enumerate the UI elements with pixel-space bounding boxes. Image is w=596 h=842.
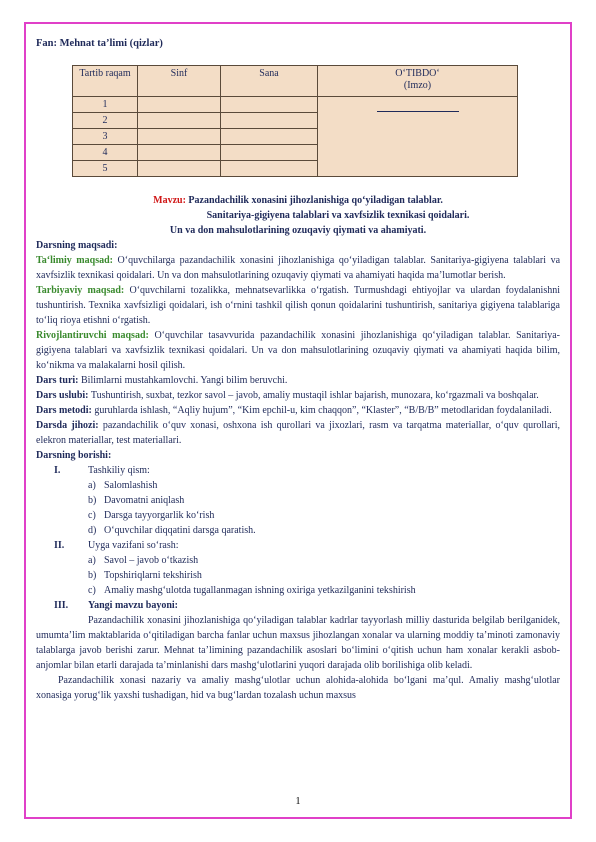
list-item: c) Darsga tayyorgarlik ko‘rish (88, 510, 215, 521)
header-otibdo-label: O‘TIBDO‘ (395, 68, 440, 79)
list-item: a) Salomlashish (88, 480, 158, 491)
procedure-list (36, 463, 560, 613)
lesson-equipment-label: Darsda jihozi: (36, 420, 99, 431)
paragraph-1: Pazandachilik xonasini jihozlanishiga qo‘yiladigan talablar kadrlar tayyorlash milliy dasturida belgilab berilganidek, umumta’lim maktablarida o‘qitiladigan barcha fanlar uchun maxsus jihozlangan xonalar va ularning moddiy ta’minoti zamonaviy talablarga javob berishi zarur. Mehnat ta’limining pazandachilik asoslari bo‘limini o‘qitish uchun ham xonalar kerakli asbob-anjomlar bilan etarli darajada ta’minlanishi dars mashg‘ulotlarini yuqori darajada olib borilishiga olib keladi. (36, 615, 560, 671)
lesson-style-label: Dars uslubi: (36, 390, 89, 401)
procedure-heading: Darsning borishi: (36, 450, 112, 461)
row-number: 2 (73, 113, 138, 129)
subject-title: Fan: Mehnat ta’limi (qizlar) (36, 38, 163, 49)
signature-table (72, 65, 518, 177)
step-number: I. (54, 465, 61, 476)
step-3 (36, 598, 560, 613)
developmental-goal (36, 328, 560, 373)
row-number: 1 (73, 97, 138, 113)
lesson-equipment-text: pazandachilik o‘quv xonasi, oshxona ish qurollari va jixozlari, rasm va tarqatma materiallar, o‘quv qurollari, elekron materiallar, test materiallari. (36, 420, 560, 446)
upbringing-goal-text: O‘quvchilarni tozalikka, mehnatsevarlikka o‘rgatish. Turmushdagi ehtiyojlar va ulardan foydalanishni tushuntirish. Texnika xavfsizligi qoidalari, ish o‘rnini tashkil qilish qonun qoidalarini tushuntirish, sanitariya gigiyena talablariga to‘liq rioya etishni o‘rgatish. (36, 285, 561, 326)
list-item: b) Topshiriqlarni tekshirish (88, 570, 202, 581)
header-imzo: (Imzo) (403, 80, 432, 91)
signature-line (377, 111, 459, 112)
lesson-type-label: Dars turi: (36, 375, 79, 386)
document-body (36, 36, 560, 703)
topic-line1: Pazandachilik xonasini jihozlanishiga qo‘yiladigan talablar. (188, 195, 443, 206)
row-number: 5 (73, 161, 138, 177)
lesson-equipment (36, 418, 560, 448)
signature-cell (318, 97, 518, 177)
step-1 (36, 463, 560, 478)
lesson-method (36, 403, 560, 418)
educational-goal-label: Ta‘limiy maqsad: (36, 255, 113, 266)
page-number: 1 (295, 796, 301, 807)
step-title: Uyga vazifani so‘rash: (88, 540, 179, 551)
step-number: II. (54, 540, 65, 551)
lesson-method-label: Dars metodi: (36, 405, 92, 416)
paragraph-2: Pazandachilik xonasi nazariy va amaliy mashg‘ulotlar uchun alohida-alohida bo‘lgani ma’qul. Amaliy mashg‘ulotlar xonasiga yorug‘lik yaxshi tushadigan, hid va bug‘lardan tozalash uchun maxsus (36, 675, 560, 701)
educational-goal-text: O‘quvchilarga pazandachilik xonasini jihozlanishiga qo‘yiladigan talablar. Sanitariya-gigiyena talablari va xavfsizlik texnikasi qoidalari. Un va don mahsulotlarining ozuqaviy qiymati va ahamiyati haqida ma’lumotlar berish. (36, 255, 561, 281)
topic-line3: Un va don mahsulotlarining ozuqaviy qiymati va ahamiyati. (169, 225, 427, 236)
developmental-goal-text: O‘quvchilar tasavvurida pazandachilik xonasini jihozlanishiga qo‘yiladigan talablar. Sanitariya-gigiyena talablari va xavfsizlik texnikasi qoidalari. Un va don mahsulotlarining ozuqaviy qiymati va ahamiyati haqida bilim, ko‘nikma va malakalarni hosil qilish. (36, 330, 560, 371)
row-number: 3 (73, 129, 138, 145)
header-sana: Sana (221, 66, 318, 97)
list-item: d) O‘quvchilar diqqatini darsga qaratish. (88, 525, 256, 536)
header-tartib: Tartib raqam (73, 66, 138, 97)
step-title: Yangi mavzu bayoni: (88, 600, 179, 611)
step-2 (36, 538, 560, 553)
lesson-type (36, 373, 560, 388)
upbringing-goal-label: Tarbiyaviy maqsad: (36, 285, 125, 296)
step-title: Tashkiliy qism: (88, 465, 150, 476)
topic-line2: Sanitariya-gigiyena talablari va xavfsizlik texnikasi qoidalari. (206, 210, 470, 221)
row-number: 4 (73, 145, 138, 161)
list-item: c) Amaliy mashg‘ulotda tugallanmagan ishning oxiriga yetkazilganini tekshirish (88, 585, 416, 596)
educational-goal (36, 253, 560, 283)
list-item: a) Savol – javob o‘tkazish (88, 555, 199, 566)
topic-label: Mavzu: (153, 195, 186, 206)
upbringing-goal (36, 283, 560, 328)
header-otibdo (318, 66, 518, 97)
lesson-type-text: Bilimlarni mustahkamlovchi. Yangi bilim beruvchi. (78, 375, 288, 386)
list-item: b) Davomatni aniqlash (88, 495, 185, 506)
lesson-style (36, 388, 560, 403)
lesson-method-text: guruhlarda ishlash, “Aqliy hujum”, “Kim epchil-u, kim chaqqon”, “Klaster”, “B/B/B” metodlaridan foydalaniladi. (91, 405, 552, 416)
step-number: III. (54, 600, 69, 611)
goals-heading: Darsning maqsadi: (36, 240, 118, 251)
developmental-goal-label: Rivojlantiruvchi maqsad: (36, 330, 149, 341)
lesson-style-text: Tushuntirish, suxbat, tezkor savol – javob, amaliy mustaqil ishlar bajarish, munozara, ko‘rgazmali va boshqalar. (88, 390, 539, 401)
header-sinf: Sinf (138, 66, 221, 97)
lesson-topic (36, 193, 560, 238)
